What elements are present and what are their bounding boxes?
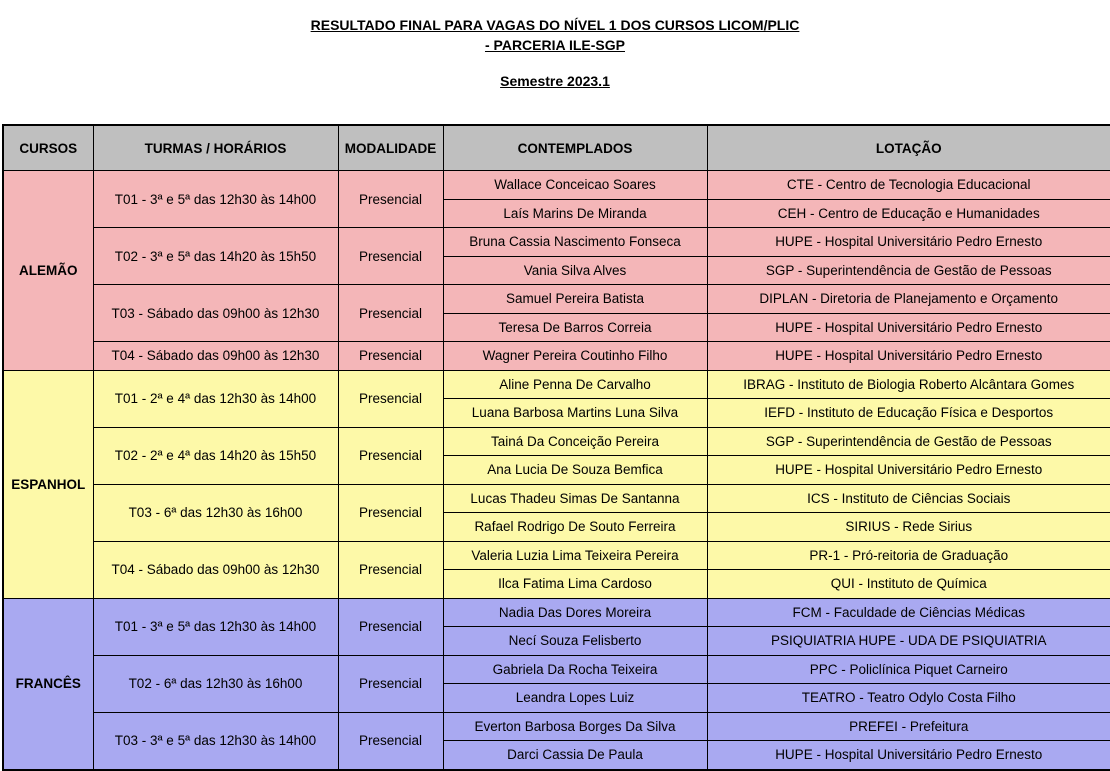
- lotacao-cell: CTE - Centro de Tecnologia Educacional: [707, 171, 1110, 200]
- table-row: [3, 370, 1110, 399]
- table-row: [3, 712, 1110, 741]
- table-row: [3, 171, 1110, 200]
- lotacao-cell: HUPE - Hospital Universitário Pedro Ernesto: [707, 228, 1110, 257]
- turma-schedule-cell: T03 - 3ª e 5ª das 12h30 às 14h00: [93, 712, 338, 770]
- turma-schedule-cell: T03 - 6ª das 12h30 às 16h00: [93, 484, 338, 541]
- lotacao-cell: ICS - Instituto de Ciências Sociais: [707, 484, 1110, 513]
- results-table: [2, 124, 1110, 771]
- contemplado-name-cell: Gabriela Da Rocha Teixeira: [443, 655, 707, 684]
- lotacao-cell: PREFEI - Prefeitura: [707, 712, 1110, 741]
- col-header-lotacao: LOTAÇÃO: [707, 125, 1110, 171]
- lotacao-cell: FCM - Faculdade de Ciências Médicas: [707, 598, 1110, 627]
- col-header-turmas: TURMAS / HORÁRIOS: [93, 125, 338, 171]
- lotacao-cell: SGP - Superintendência de Gestão de Pessoas: [707, 427, 1110, 456]
- table-row: [3, 598, 1110, 627]
- modalidade-cell: Presencial: [338, 484, 443, 541]
- contemplado-name-cell: Nadia Das Dores Moreira: [443, 598, 707, 627]
- contemplado-name-cell: Necí Souza Felisberto: [443, 627, 707, 656]
- lotacao-cell: PR-1 - Pró-reitoria de Graduação: [707, 541, 1110, 570]
- table-row: [3, 285, 1110, 314]
- contemplado-name-cell: Rafael Rodrigo De Souto Ferreira: [443, 513, 707, 542]
- col-header-cursos: CURSOS: [3, 125, 93, 171]
- course-name-cell: ALEMÃO: [3, 171, 93, 371]
- contemplado-name-cell: Wallace Conceicao Soares: [443, 171, 707, 200]
- modalidade-cell: Presencial: [338, 712, 443, 770]
- turma-schedule-cell: T02 - 2ª e 4ª das 14h20 às 15h50: [93, 427, 338, 484]
- table-row: [3, 427, 1110, 456]
- contemplado-name-cell: Ilca Fatima Lima Cardoso: [443, 570, 707, 599]
- turma-schedule-cell: T01 - 2ª e 4ª das 12h30 às 14h00: [93, 370, 338, 427]
- contemplado-name-cell: Ana Lucia De Souza Bemfica: [443, 456, 707, 485]
- contemplado-name-cell: Vania Silva Alves: [443, 256, 707, 285]
- lotacao-cell: IBRAG - Instituto de Biologia Roberto Alcântara Gomes: [707, 370, 1110, 399]
- contemplado-name-cell: Wagner Pereira Coutinho Filho: [443, 342, 707, 371]
- col-header-modalidade: MODALIDADE: [338, 125, 443, 171]
- table-row: [3, 342, 1110, 371]
- turma-schedule-cell: T01 - 3ª e 5ª das 12h30 às 14h00: [93, 171, 338, 228]
- contemplado-name-cell: Teresa De Barros Correia: [443, 313, 707, 342]
- lotacao-cell: PSIQUIATRIA HUPE - UDA DE PSIQUIATRIA: [707, 627, 1110, 656]
- contemplado-name-cell: Tainá Da Conceição Pereira: [443, 427, 707, 456]
- contemplado-name-cell: Lucas Thadeu Simas De Santanna: [443, 484, 707, 513]
- contemplado-name-cell: Laís Marins De Miranda: [443, 199, 707, 228]
- modalidade-cell: Presencial: [338, 171, 443, 228]
- lotacao-cell: QUI - Instituto de Química: [707, 570, 1110, 599]
- modalidade-cell: Presencial: [338, 285, 443, 342]
- contemplado-name-cell: Aline Penna De Carvalho: [443, 370, 707, 399]
- semester-label: Semestre 2023.1: [500, 73, 610, 89]
- contemplado-name-cell: Bruna Cassia Nascimento Fonseca: [443, 228, 707, 257]
- contemplado-name-cell: Luana Barbosa Martins Luna Silva: [443, 399, 707, 428]
- modalidade-cell: Presencial: [338, 655, 443, 712]
- document-title: RESULTADO FINAL PARA VAGAS DO NÍVEL 1 DOS CURSOS LICOM/PLIC: [310, 17, 800, 33]
- lotacao-cell: CEH - Centro de Educação e Humanidades: [707, 199, 1110, 228]
- turma-schedule-cell: T03 - Sábado das 09h00 às 12h30: [93, 285, 338, 342]
- modalidade-cell: Presencial: [338, 342, 443, 371]
- lotacao-cell: DIPLAN - Diretoria de Planejamento e Orçamento: [707, 285, 1110, 314]
- modalidade-cell: Presencial: [338, 541, 443, 598]
- table-row: [3, 484, 1110, 513]
- turma-schedule-cell: T01 - 3ª e 5ª das 12h30 às 14h00: [93, 598, 338, 655]
- modalidade-cell: Presencial: [338, 427, 443, 484]
- table-row: [3, 541, 1110, 570]
- table-header-row: [3, 125, 1110, 171]
- turma-schedule-cell: T02 - 3ª e 5ª das 14h20 às 15h50: [93, 228, 338, 285]
- lotacao-cell: SGP - Superintendência de Gestão de Pessoas: [707, 256, 1110, 285]
- lotacao-cell: HUPE - Hospital Universitário Pedro Ernesto: [707, 741, 1110, 770]
- lotacao-cell: SIRIUS - Rede Sirius: [707, 513, 1110, 542]
- lotacao-cell: HUPE - Hospital Universitário Pedro Ernesto: [707, 456, 1110, 485]
- course-name-cell: ESPANHOL: [3, 370, 93, 598]
- lotacao-cell: PPC - Policlínica Piquet Carneiro: [707, 655, 1110, 684]
- document-subtitle: - PARCERIA ILE-SGP: [484, 37, 625, 53]
- lotacao-cell: IEFD - Instituto de Educação Física e Desportos: [707, 399, 1110, 428]
- modalidade-cell: Presencial: [338, 228, 443, 285]
- contemplado-name-cell: Everton Barbosa Borges Da Silva: [443, 712, 707, 741]
- lotacao-cell: TEATRO - Teatro Odylo Costa Filho: [707, 684, 1110, 713]
- modalidade-cell: Presencial: [338, 370, 443, 427]
- col-header-contemplados: CONTEMPLADOS: [443, 125, 707, 171]
- modalidade-cell: Presencial: [338, 598, 443, 655]
- turma-schedule-cell: T04 - Sábado das 09h00 às 12h30: [93, 541, 338, 598]
- lotacao-cell: HUPE - Hospital Universitário Pedro Ernesto: [707, 313, 1110, 342]
- table-row: [3, 655, 1110, 684]
- table-body: [3, 171, 1110, 770]
- contemplado-name-cell: Samuel Pereira Batista: [443, 285, 707, 314]
- turma-schedule-cell: T04 - Sábado das 09h00 às 12h30: [93, 342, 338, 371]
- turma-schedule-cell: T02 - 6ª das 12h30 às 16h00: [93, 655, 338, 712]
- table-row: [3, 228, 1110, 257]
- course-name-cell: FRANCÊS: [3, 598, 93, 770]
- contemplado-name-cell: Darci Cassia De Paula: [443, 741, 707, 770]
- contemplado-name-cell: Leandra Lopes Luiz: [443, 684, 707, 713]
- lotacao-cell: HUPE - Hospital Universitário Pedro Ernesto: [707, 342, 1110, 371]
- contemplado-name-cell: Valeria Luzia Lima Teixeira Pereira: [443, 541, 707, 570]
